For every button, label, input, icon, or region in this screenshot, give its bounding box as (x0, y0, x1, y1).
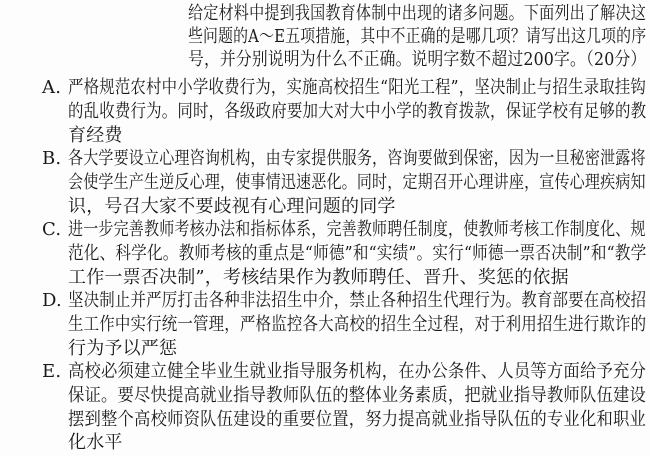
option-e-line-2: 保证。要尽快提高就业指导教师队伍的整体业务素质，把就业指导教师队伍建设 (68, 385, 647, 406)
option-c-line-2: 范化、科学化。教师考核的重点是“师德”和“实绩”。实行“师德一票否决制”和“教学 (68, 243, 647, 264)
option-d-line-2: 生工作中实行统一管理，严格监控各大高校的招生全过程，对于利用招生进行欺诈的 (68, 314, 647, 335)
option-e-label: E. (42, 361, 62, 382)
option-c-label: C. (42, 219, 62, 240)
intro-line-2: 些问题的A～E五项措施，其中不正确的是哪几项？请写出这几项的序 (188, 26, 647, 47)
option-d-line-3: 行为予以严惩 (68, 338, 178, 359)
option-e-line-1: 高校必须建立健全毕业生就业指导服务机构，在办公条件、人员等方面给予充分 (68, 361, 647, 382)
option-e-line-3: 摆到整个高校师资队伍建设的重要位置，努力提高就业指导队伍的专业化和职业 (68, 409, 647, 430)
option-c-line-3: 工作一票否决制”，考核结果作为教师聘任、晋升、奖惩的依据 (68, 267, 569, 288)
option-a-line-3: 育经费 (68, 125, 123, 146)
option-a-line-2: 的乱收费行为。同时，各级政府要加大对大中小学的教育拨款，保证学校有足够的教 (68, 101, 647, 122)
option-d-line-1: 坚决制止并严厉打击各种非法招生中介，禁止各种招生代理行为。教育部要在高校招 (68, 290, 647, 311)
option-b-line-1: 各大学要设立心理咨询机构，由专家提供服务，咨询要做到保密，因为一旦秘密泄露将 (68, 148, 646, 169)
option-b-line-3: 识，号召大家不要歧视有心理问题的同学 (68, 196, 396, 217)
option-d-label: D. (42, 290, 62, 311)
option-b-label: B. (42, 148, 62, 169)
option-a-line-1: 严格规范农村中小学收费行为，实施高校招生“阳光工程”，坚决制止与招生录取挂钩 (68, 77, 647, 98)
option-e-line-4: 化水平 (68, 432, 123, 453)
intro-line-1: 给定材料中提到我国教育体制中出现的诸多问题。下面列出了解决这 (188, 3, 646, 24)
option-b-line-2: 会使学生产生逆反心理，使事情迅速恶化。同时，定期召开心理讲座，宣传心理疾病知 (68, 172, 646, 193)
option-a-label: A. (42, 77, 62, 98)
option-c-line-1: 进一步完善教师考核办法和指标体系，完善教师聘任制度，使教师考核工作制度化、规 (68, 219, 646, 240)
intro-line-3: 号，并分别说明为什么不正确。说明字数不超过200字。（20分） (188, 49, 647, 70)
